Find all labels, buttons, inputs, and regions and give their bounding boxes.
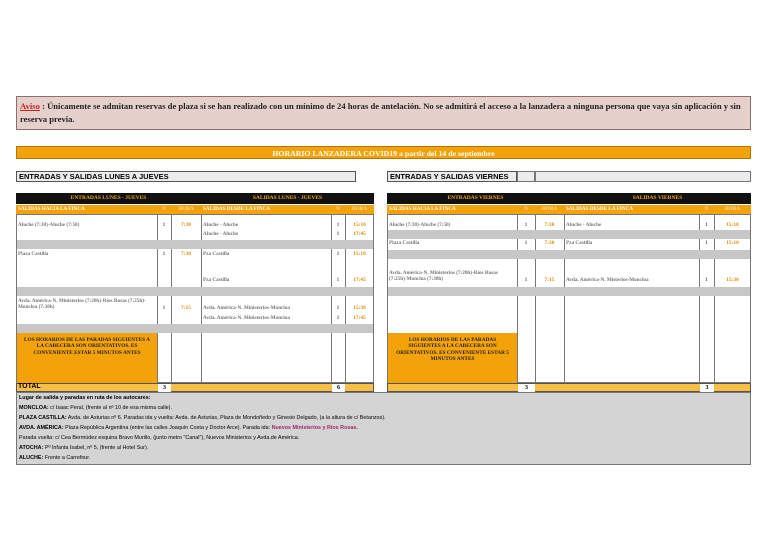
list-item: Pza Castilla <box>203 277 230 283</box>
total-salidas-mon-thu: 6 <box>332 384 345 392</box>
moncloa-label: MONCLOA: <box>19 405 49 411</box>
col-n-salidas-fri: N <box>699 205 714 214</box>
hacia-label-fri: SALIDAS HACIA LA FINCA <box>387 205 517 214</box>
notice-box <box>16 96 751 130</box>
count-value: 1 <box>336 315 340 321</box>
count-value: 1 <box>524 240 528 246</box>
hacia-label-mon-thu: SALIDAS HACIA LA FINCA <box>16 205 157 214</box>
america-highlight: Nuevos Ministerios y Ríos Rosas. <box>271 425 358 431</box>
list-item: Pza Castilla <box>203 251 230 257</box>
count-value: 1 <box>524 277 528 283</box>
count-value: 1 <box>705 277 708 283</box>
salidas-header-mon-thu: SALIDAS LUNES - JUEVES <box>201 193 374 204</box>
orientative-notice-fri: LOS HORARIOS DE LAS PARADAS SIGUIENTES A LA CABECERA SON ORIENTATIVOS. ES CONVENIENTE ESTAR 5 MINUTOS ANTES <box>388 333 517 383</box>
desde-label-fri: SALIDAS DESDE LA FINCA <box>564 205 699 214</box>
orientative-notice-mon-thu: LOS HORARIOS DE LAS PARADAS SIGUIENTES A LA CABECERA SON ORIENTATIVOS. ES CONVENIENTE ESTAR 5 MINUTOS ANTES <box>17 333 157 383</box>
count-value: 1 <box>524 222 528 228</box>
count-value: 1 <box>162 222 166 228</box>
list-item: Aluche - Aluche <box>203 231 239 237</box>
america-text: Plaza República Argentina (entre las calles Joaquín Costa y Doctor Arce). Parada ida: <box>63 425 272 431</box>
total-salidas-fri: 3 <box>700 384 714 392</box>
notice-label: Aviso <box>20 101 40 111</box>
count-value: 1 <box>336 277 340 283</box>
entradas-header-mon-thu: ENTRADAS LUNES - JUEVES <box>16 193 201 204</box>
count-value: 1 <box>705 222 708 228</box>
entradas-header-fri: ENTRADAS VIERNES <box>387 193 564 204</box>
count-value: 1 <box>336 305 340 311</box>
aluche-label: ALUCHE: <box>19 455 44 461</box>
america-label: AVDA. AMÉRICA: <box>19 425 64 431</box>
stops-info-box <box>16 392 751 465</box>
list-item: Pza Castilla <box>566 240 593 246</box>
list-item: Aluche - Aluche <box>203 222 239 228</box>
count-value: 1 <box>162 251 166 257</box>
section-title-mon-thu: ENTRADAS Y SALIDAS LUNES A JUEVES <box>16 171 356 182</box>
total-entradas-mon-thu: 3 <box>158 384 171 392</box>
section-title-fri: ENTRADAS Y SALIDAS VIERNES <box>387 171 517 182</box>
count-value: 1 <box>705 240 708 246</box>
moncloa-text: c/ Isaac Peral, (frente al nº 10 de esa misma calle). <box>48 405 172 411</box>
time-value: 7:15 <box>544 277 555 283</box>
col-n-entradas: N <box>157 205 171 214</box>
time-value: 7:30 <box>544 222 555 228</box>
list-item: Avda. América-N. Misterios-Moncloa <box>566 277 649 283</box>
time-value: 15:10 <box>353 251 366 257</box>
time-value: 17:45 <box>353 315 366 321</box>
list-item: Avda. América-N. Ministerios (7:20h)-Ríos Rosas (7:25h)-Moncloa (7:30h) <box>389 270 498 282</box>
time-value: 15:30 <box>353 305 366 311</box>
col-hora-salidas: HORA <box>345 205 374 214</box>
time-value: 17:45 <box>353 277 366 283</box>
aluche-text: Frente a Carrefour. <box>43 455 91 461</box>
col-n-salidas: N <box>331 205 345 214</box>
atocha-label: ATOCHA: <box>19 445 44 451</box>
atocha-text: Pº Infanta Isabel, nº 5, (frente al Hotel Sur). <box>43 445 149 451</box>
count-value: 1 <box>162 305 166 311</box>
info-title: Lugar de salida y paradas en ruta de los autocares: <box>19 395 151 401</box>
total-entradas-fri: 3 <box>518 384 535 392</box>
salidas-header-fri: SALIDAS VIERNES <box>564 193 751 204</box>
total-label: TOTAL <box>18 383 41 390</box>
time-value: 7:30 <box>181 251 191 257</box>
total-row-mon-thu <box>16 383 374 392</box>
list-item: Aluche - Aluche <box>566 222 602 228</box>
section-title-fri-cell <box>517 171 535 182</box>
time-value: 7:30 <box>544 240 555 246</box>
list-item: Avda. América-N. Ministerios-Moncloa <box>203 305 290 311</box>
time-value: 15:30 <box>726 277 739 283</box>
list-item: Avda. América-N. Ministerios (7:20h)-Ríos Rosas (7:25h)-Moncloa (7:30h) <box>18 298 146 310</box>
col-n-entradas-fri: N <box>517 205 535 214</box>
notice-text: : Únicamente se admitan reservas de plaza si se han realizado con un mínimo de 24 horas de antelación. No se admitirá el acceso a la lanzadera a ninguna persona que vaya sin aplicación y sin reserva previa. <box>20 101 741 124</box>
list-item: Plaza Castilla <box>389 240 420 246</box>
col-hora-entradas-fri: HORA <box>535 205 564 214</box>
list-item: Plaza Castilla <box>18 251 49 257</box>
col-hora-entradas: HORA <box>171 205 201 214</box>
total-row-fri <box>387 383 751 392</box>
castilla-label: PLAZA CASTILLA: <box>19 415 67 421</box>
section-title-fri-rest <box>535 171 751 182</box>
time-value: 17:45 <box>353 231 366 237</box>
count-value: 1 <box>336 231 340 237</box>
list-item: Avda. América-N. Ministerios-Moncloa <box>203 315 290 321</box>
time-value: 15:10 <box>353 222 366 228</box>
castilla-text: Avda. de Asturias nº 6. Paradas ida y vuelta: Avda. de Asturias, Plaza de Mondoñedo y Ginesio Delgado, (a la altura de c/ Betanzos). <box>66 415 386 421</box>
list-item: Aluche (7:30)-Aluche (7:50) <box>18 222 80 228</box>
desde-label-mon-thu: SALIDAS DESDE LA FINCA <box>201 205 331 214</box>
time-value: 7:30 <box>181 222 191 228</box>
count-value: 1 <box>336 251 340 257</box>
col-hora-salidas-fri: HORA <box>714 205 751 214</box>
schedule-banner: HORARIO LANZADERA COVID19 a partir del 14 de septiembre <box>16 146 751 159</box>
count-value: 1 <box>336 222 340 228</box>
vuelta-text: Parada vuelta: c/ Cea Bermúdez esquina Bravo Murillo, (junto metro "Canal"), Nuevos Ministerios y Avda.de América. <box>19 435 300 441</box>
time-value: 7:15 <box>181 305 191 311</box>
time-value: 15:10 <box>726 240 739 246</box>
list-item: Aluche (7:30)-Aluche (7:50) <box>389 222 451 228</box>
time-value: 15:10 <box>726 222 739 228</box>
